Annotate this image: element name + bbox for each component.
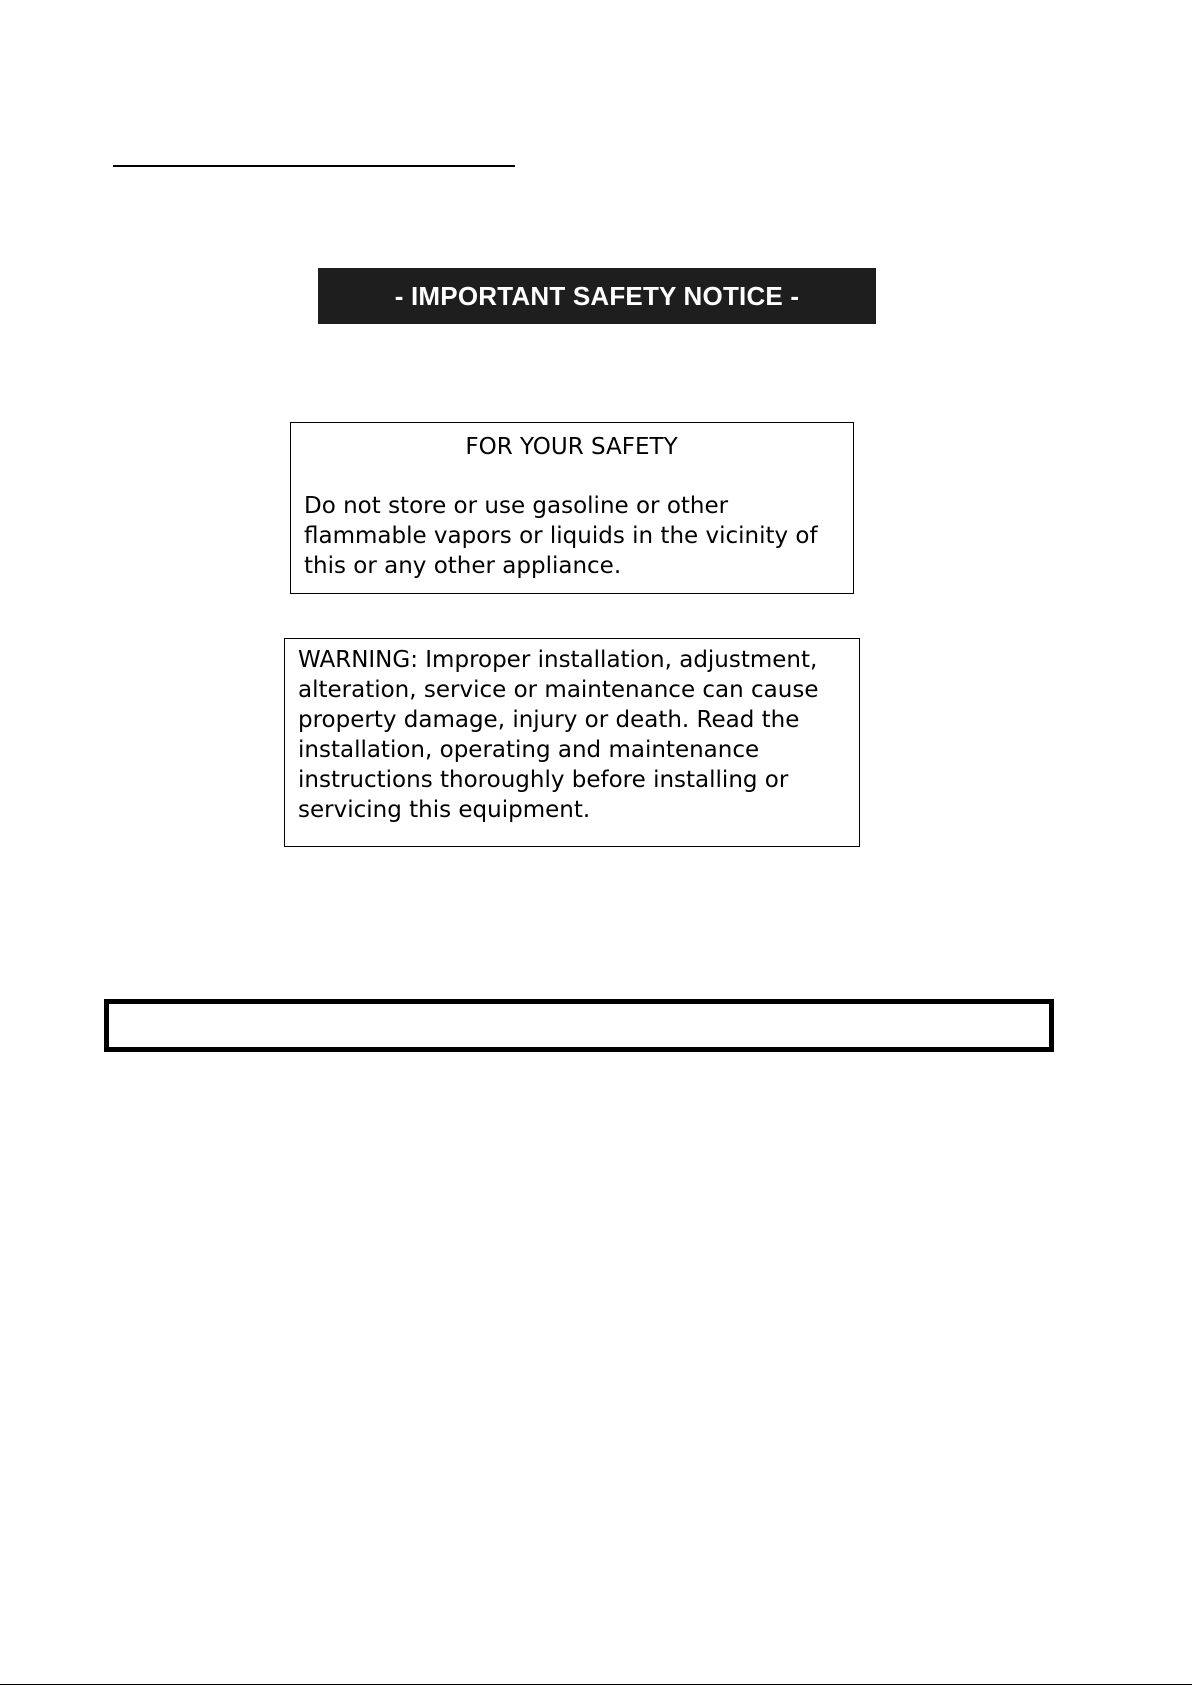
top-rule: [113, 165, 515, 167]
safety-box-title: FOR YOUR SAFETY: [465, 434, 678, 460]
important-safety-notice-banner: [318, 268, 876, 324]
empty-bordered-frame: [104, 999, 1054, 1052]
for-your-safety-box: [290, 422, 854, 594]
safety-box-body: Do not store or use gasoline or other flammable vapors or liquids in the vicinity of this or any other appliance.: [304, 493, 818, 579]
warning-box-body: WARNING: Improper installation, adjustment, alteration, service or maintenance can cause property damage, injury or death. Read the installation, operating and maintenance instructions thoroughly before installing or servicing this equipment.: [298, 647, 819, 823]
warning-box: [284, 638, 860, 847]
notice-banner-text: - IMPORTANT SAFETY NOTICE -: [394, 280, 800, 311]
